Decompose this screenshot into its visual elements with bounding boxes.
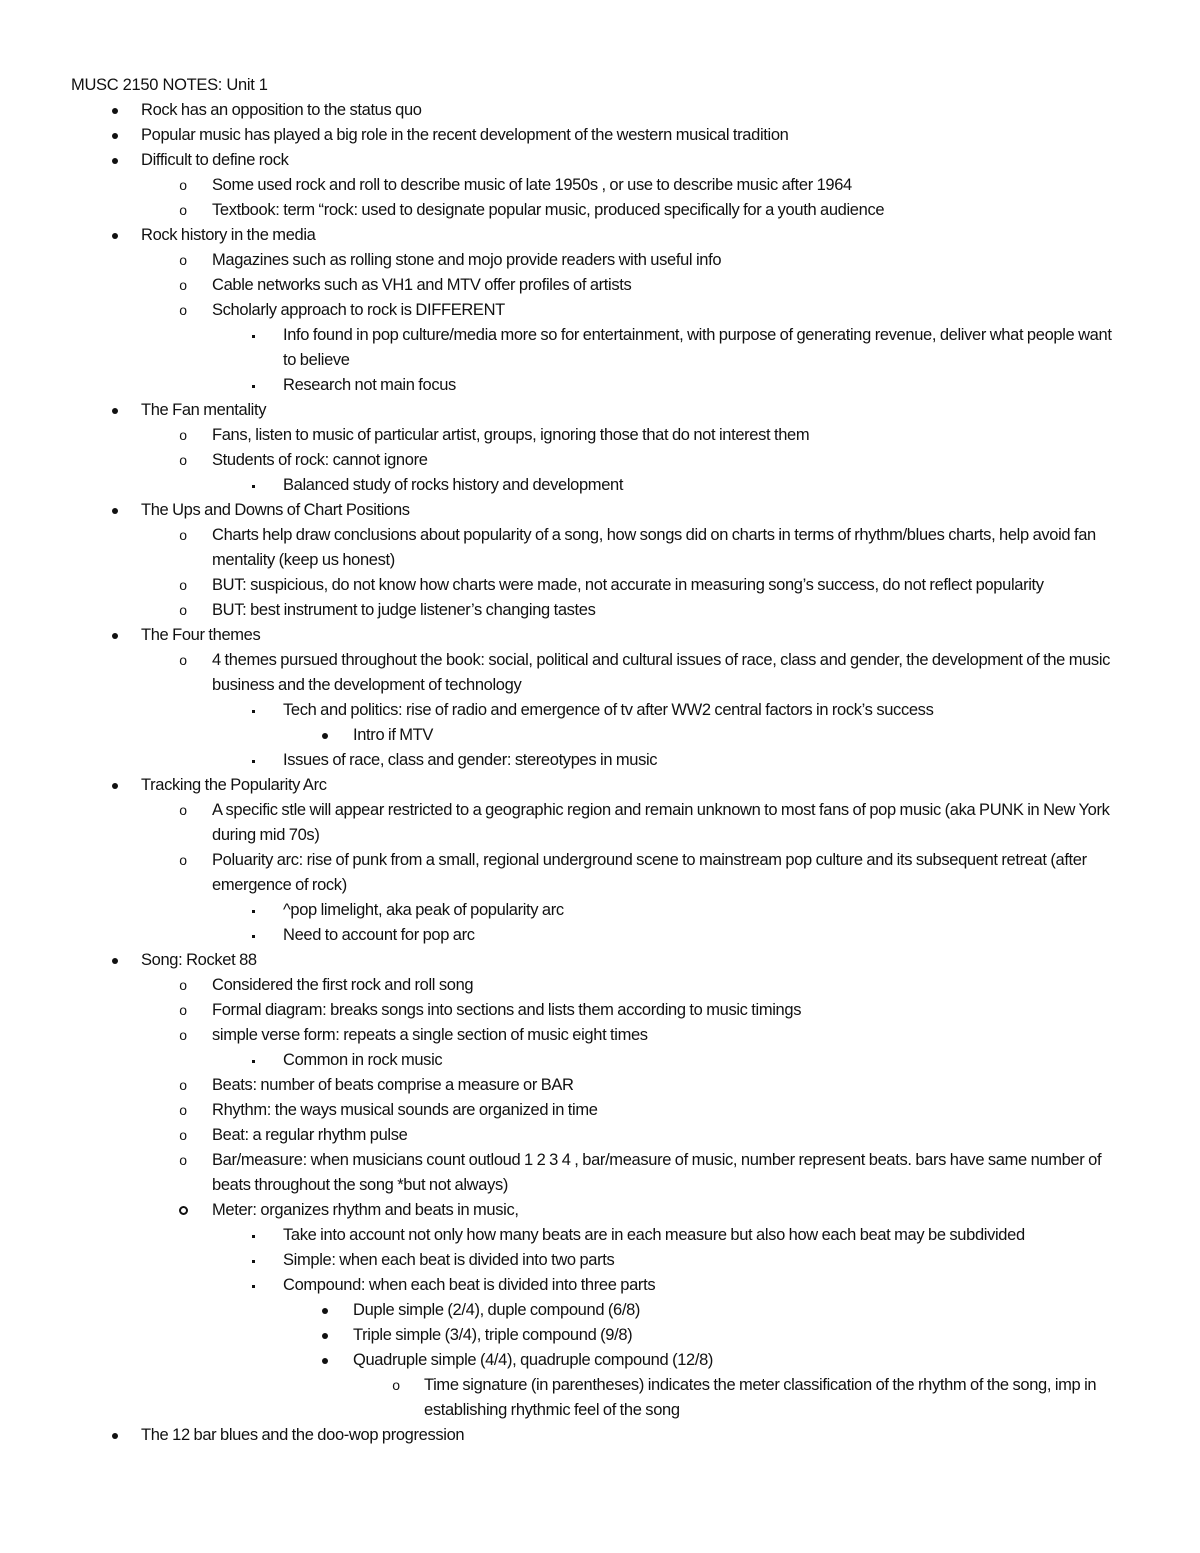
list-item — [0, 998, 1132, 1023]
list-item — [0, 423, 1132, 448]
circle-bullet-icon: o — [179, 1077, 187, 1093]
list-item — [0, 1323, 1123, 1348]
list-item-text: Popular music has played a big role in the recent development of the western musical tradition — [141, 126, 789, 144]
list-item — [0, 1198, 1132, 1223]
list-item — [0, 273, 1132, 298]
list-item — [0, 1273, 1123, 1298]
list-item — [0, 323, 1123, 373]
list-item-text: Song: Rocket 88 — [141, 951, 257, 969]
list-item-text: Common in rock music — [283, 1051, 443, 1069]
list-item-text: The Fan mentality — [141, 401, 267, 419]
list-item-text: 4 themes pursued throughout the book: social, political and cultural issues of race, class and gender, the development of the music business and the development of technology — [212, 651, 1111, 694]
circle-bullet-icon: o — [179, 577, 187, 593]
list-item-text: Cable networks such as VH1 and MTV offer profiles of artists — [212, 276, 632, 294]
list-item-text: Quadruple simple (4/4), quadruple compound (12/8) — [353, 1351, 714, 1369]
circle-bullet-icon: o — [392, 1377, 400, 1393]
list-item — [0, 573, 1132, 598]
list-item — [0, 1423, 1131, 1448]
list-item-text: Fans, listen to music of particular artist, groups, ignoring those that do not interest them — [212, 426, 810, 444]
list-item-text: Tracking the Popularity Arc — [141, 776, 327, 794]
page-title: MUSC 2150 NOTES: Unit 1 — [71, 76, 268, 94]
circle-bullet-icon: o — [179, 602, 187, 618]
list-item — [0, 523, 1132, 573]
list-item — [0, 1298, 1123, 1323]
list-item — [0, 648, 1132, 698]
list-item-text: Charts help draw conclusions about popularity of a song, how songs did on charts in terms of rhythm/blues charts, help avoid fan mentality (keep us honest) — [212, 526, 1096, 569]
list-item — [0, 1223, 1123, 1248]
circle-bullet-icon: o — [179, 652, 187, 668]
list-item-text: Rock history in the media — [141, 226, 316, 244]
list-item — [0, 1073, 1132, 1098]
list-item — [0, 398, 1131, 423]
list-item — [0, 848, 1132, 898]
list-item-text: Issues of race, class and gender: stereotypes in music — [283, 751, 658, 769]
list-item — [0, 898, 1123, 923]
list-item — [0, 223, 1131, 248]
list-item — [0, 923, 1123, 948]
list-item-text: Triple simple (3/4), triple compound (9/8) — [353, 1326, 633, 1344]
list-item-text: ^pop limelight, aka peak of popularity arc — [283, 901, 564, 919]
list-item — [0, 773, 1131, 798]
list-item — [0, 698, 1123, 723]
list-item — [0, 1148, 1132, 1198]
circle-bullet-icon: o — [179, 527, 187, 543]
list-item-text: Time signature (in parentheses) indicates the meter classification of the rhythm of the song, imp in establishing rhythmic feel of the song — [424, 1376, 1097, 1419]
circle-bullet-icon: o — [179, 977, 187, 993]
circle-bullet-icon: o — [179, 277, 187, 293]
list-item-text: BUT: best instrument to judge listener’s changing tastes — [212, 601, 596, 619]
circle-bullet-icon: o — [179, 302, 187, 318]
list-item-text: BUT: suspicious, do not know how charts were made, not accurate in measuring song’s success, do not reflect popularity — [212, 576, 1044, 594]
list-item — [0, 623, 1131, 648]
list-item-text: Considered the first rock and roll song — [212, 976, 474, 994]
list-item-text: Some used rock and roll to describe music of late 1950s , or use to describe music after 1964 — [212, 176, 852, 194]
list-item-text: Students of rock: cannot ignore — [212, 451, 428, 469]
circle-bullet-icon: o — [179, 1002, 187, 1018]
list-item — [0, 748, 1123, 773]
list-item-text: A specific stle will appear restricted to a geographic region and remain unknown to most fans of pop music (aka PUNK in New York during mid 70s) — [212, 801, 1110, 844]
list-item — [0, 973, 1132, 998]
list-item-text: Compound: when each beat is divided into three parts — [283, 1276, 656, 1294]
list-item-text: simple verse form: repeats a single section of music eight times — [212, 1026, 648, 1044]
list-item — [0, 98, 1131, 123]
list-item — [0, 1373, 1104, 1423]
notes-list — [0, 98, 1200, 1448]
circle-bullet-icon: o — [179, 177, 187, 193]
list-item-text: Take into account not only how many beats are in each measure but also how each beat may be subdivided — [283, 1226, 1025, 1244]
circle-bullet-icon: o — [179, 1152, 187, 1168]
list-item — [0, 1348, 1123, 1373]
circle-bullet-icon: o — [179, 427, 187, 443]
list-item-text: Need to account for pop arc — [283, 926, 475, 944]
list-item-text: Poluarity arc: rise of punk from a small, regional underground scene to mainstream pop culture and its subsequent retreat (after emergence of rock) — [212, 851, 1087, 894]
list-item-text: Difficult to define rock — [141, 151, 289, 169]
list-item — [0, 448, 1132, 473]
list-item — [0, 123, 1131, 148]
list-item-text: Duple simple (2/4), duple compound (6/8) — [353, 1301, 641, 1319]
list-item-text: Formal diagram: breaks songs into sections and lists them according to music timings — [212, 1001, 802, 1019]
circle-bullet-icon: o — [179, 1102, 187, 1118]
list-item-text: The Four themes — [141, 626, 261, 644]
list-item — [0, 198, 1132, 223]
list-item — [0, 723, 1123, 748]
list-item — [0, 173, 1132, 198]
list-item — [0, 498, 1131, 523]
list-item — [0, 1048, 1123, 1073]
list-item — [0, 798, 1132, 848]
list-item — [0, 248, 1132, 273]
circle-bullet-icon: o — [179, 452, 187, 468]
list-item-text: Research not main focus — [283, 376, 456, 394]
circle-bullet-icon: o — [179, 252, 187, 268]
list-item-text: Magazines such as rolling stone and mojo provide readers with useful info — [212, 251, 722, 269]
list-item-text: Rhythm: the ways musical sounds are organized in time — [212, 1101, 598, 1119]
list-item-text: Bar/measure: when musicians count outloud 1 2 3 4 , bar/measure of music, number represent beats. bars have same number of beats throughout the song *but not always) — [212, 1151, 1102, 1194]
circle-bullet-icon: o — [179, 202, 187, 218]
list-item-text: Meter: organizes rhythm and beats in music, — [212, 1201, 519, 1219]
list-item — [0, 298, 1132, 323]
list-item — [0, 1123, 1132, 1148]
circle-bullet-icon: o — [179, 1127, 187, 1143]
list-item-text: Beats: number of beats comprise a measure or BAR — [212, 1076, 574, 1094]
list-item-text: Simple: when each beat is divided into two parts — [283, 1251, 615, 1269]
list-item — [0, 948, 1131, 973]
list-item — [0, 148, 1131, 173]
list-item-text: The Ups and Downs of Chart Positions — [141, 501, 410, 519]
list-item-text: Intro if MTV — [353, 726, 434, 744]
list-item-text: Beat: a regular rhythm pulse — [212, 1126, 408, 1144]
list-item-text: Tech and politics: rise of radio and emergence of tv after WW2 central factors in rock’s success — [283, 701, 934, 719]
list-item-text: Textbook: term “rock: used to designate popular music, produced specifically for a youth audience — [212, 201, 885, 219]
circle-bullet-icon: o — [179, 852, 187, 868]
list-item-text: Info found in pop culture/media more so for entertainment, with purpose of generating revenue, deliver what people want to believe — [283, 326, 1112, 369]
list-item-text: Rock has an opposition to the status quo — [141, 101, 422, 119]
list-item — [0, 373, 1123, 398]
circle-bullet-icon: o — [179, 1027, 187, 1043]
list-item — [0, 473, 1123, 498]
circle-bullet-icon: o — [179, 802, 187, 818]
list-item-text: Balanced study of rocks history and development — [283, 476, 624, 494]
list-item — [0, 1098, 1132, 1123]
list-item — [0, 1248, 1123, 1273]
list-item-text: Scholarly approach to rock is DIFFERENT — [212, 301, 505, 319]
list-item — [0, 1023, 1132, 1048]
list-item-text: The 12 bar blues and the doo-wop progression — [141, 1426, 465, 1444]
list-item — [0, 598, 1132, 623]
